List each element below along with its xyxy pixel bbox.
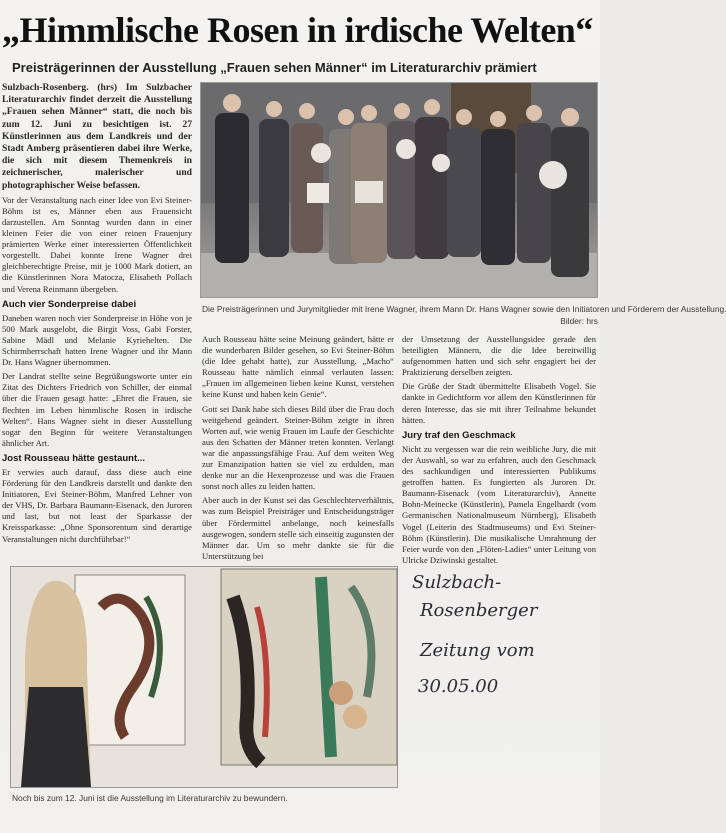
group-photo-caption: Die Preisträgerinnen und Jurymitglieder mit Irene Wagner, ihrem Mann Dr. Hans Wagner sowie den Initiatoren und Förderern der Ausstellung.	[202, 304, 726, 314]
paragraph: Vor der Veranstaltung nach einer Idee von Evi Steiner-Böhm ist es, Männer eben aus Frauensicht darzustellen. Am Sonntag wurden dann in einer kleinen Feier die von einer reinen Frauenjury prämierten Werke einer interessierten Öffentlichkeit vorgestellt. Dabei konnte Irene Wagner drei gleichberechtigte Preise, mit je 1000 Mark dotiert, an die Künstlerinnen Nora Matocza, Elisabeth Pollach und Verena Reinmann übergeben.	[2, 194, 192, 294]
handwritten-line: Sulzbach-	[412, 572, 502, 593]
paragraph: der Umsetzung der Ausstellungsidee gerade den beteiligten Männern, die die Idee bereitwillig aufgenommen hatten und sich sehr engagiert bei der Praktizierung derselben zeigten.	[402, 334, 596, 378]
group-photo-figures	[201, 83, 597, 297]
paragraph: Nicht zu vergessen war die rein weibliche Jury, die mit der Auswahl, so war zu erfahren, auch den Geschmack des sachkundigen und interessierten Publikums getroffen hatten. Es fungierten als Juroren Dr. Baumann-Eisenack (vom Literaturarchiv), Annette Bohn-Meinecke (Künstlerin), Pamela Engelhardt (vom Germanischen Nationalmuseum Nürnberg), Elisabeth Vogel (Leiterin des Stadtmuseums) und Evi Steiner-Böhm (Künstlerin). Die musikalische Umrahmung der Feier wurde von den „Flöten-Ladies“ unter Leitung von Ulricke Dziwinski gestaltet.	[402, 443, 596, 565]
lead-paragraph: Sulzbach-Rosenberg. (hrs) Im Sulzbacher Literaturarchiv findet derzeit die Ausstellung „Frauen sehen Männer“ statt, die noch bis zum 12. Juni zu besichtigen ist. 27 Künstlerinnen aus dem Landkreis und der Stadt Amberg präsentieren dabei ihre Werke, die sich mit diesem Themenkreis in zeichnerischer, malerischer und photographischer Weise befassen.	[2, 82, 192, 191]
artwork-photo-scene	[11, 567, 397, 787]
paragraph: Gott sei Dank habe sich dieses Bild über die Frau doch weitgehend geändert. Steiner-Böhm zeigte in ihren Worten auf, wie wenig Frauen im Laufe der Geschichte aus den Schatten der Männer treten konnten. Verlangt war die anpassungsfähige Frau. Auf dem weiten Weg zur Emanzipation hatten sie viel zu erdulden, man denke nur an die Hexenprozesse und was die Frauen sonst noch alles zu leiden hatten.	[202, 403, 394, 492]
photo-credit: Bilder: hrs	[560, 316, 598, 326]
artwork-photo	[10, 566, 398, 788]
paragraph: Aber auch in der Kunst sei das Geschlechterverhältnis, was zum Beispiel Preisträger und Entscheidungsträger über Fördermittel anbelange, noch keinesfalls ausgewogen, sondern stelle sich einseitig zugunsten der Männer dar. Um so mehr dankte sie für die Unterstützung bei	[202, 495, 394, 561]
article-column-3	[402, 334, 596, 565]
subheadline: Preisträgerinnen der Ausstellung „Frauen sehen Männer“ im Literaturarchiv prämiert	[12, 60, 537, 75]
handwritten-line: Rosenberger	[420, 600, 538, 621]
section-heading: Jury traf den Geschmack	[402, 429, 516, 441]
paragraph: Er verwies auch darauf, dass diese auch eine Förderung für den Landkreis darstellt und dankte den Initiatoren, Evi Steiner-Böhm, Manfred Lehner von der VHS, Dr. Barbara Baumann-Eisenack, den Juroren und last, but not least der Sparkasse der Kreissparkasse: „Ohne Sponsorentum sind derartige Veranstaltungen nicht durchführbar!“	[2, 466, 192, 544]
section-heading: Jost Rousseau hätte gestaunt...	[2, 452, 146, 464]
paragraph: Daneben waren noch vier Sonderpreise in Höhe von je 500 Mark ausgelobt, die Birgit Voss, Gabi Forster, Sabine Mädl und Melanie Kyriehelten. Die Schirmherrschaft hatten Irene Wagner und ihr Mann Dr. Hans Wagner übernommen.	[2, 312, 192, 368]
article-column-2	[202, 334, 394, 560]
artwork-photo-caption: Noch bis zum 12. Juni ist die Ausstellung im Literaturarchiv zu bewundern.	[12, 793, 288, 803]
article-column-1	[2, 82, 192, 560]
handwritten-line: Zeitung vom	[420, 640, 535, 661]
section-heading: Auch vier Sonderpreise dabei	[2, 298, 137, 310]
group-photo	[200, 82, 598, 298]
headline: „Himmlische Rosen in irdische Welten“	[2, 10, 593, 50]
paragraph: Die Grüße der Stadt übermittelte Elisabeth Vogel. Sie dankte in Gedichtform vor allem den Künstlerinnen für deren Interesse, das sie mit ihrer Teilnahme bekundet hätten.	[402, 381, 596, 425]
paragraph: Auch Rousseau hätte seine Meinung geändert, hätte er die wunderbaren Bilder gesehen, so Evi Steiner-Böhm (die Idee gehabt hatte), zur Ausstellung. „Macho“ Rousseau hatte nämlich einmal verlauten lassen: „Frauen im allgemeinen lieben keine Kunst, verstehen keine Kunst und haben kein Genie“.	[202, 334, 394, 400]
handwritten-line: 30.05.00	[418, 676, 499, 697]
paragraph: Der Landrat stellte seine Begrüßungsworte unter ein Zitat des Dichters Friedrich von Schiller, der einmal über die Frauen gesagt hatte: „Ehret die Frauen, sie flechten im Leben himmlische Rosen in irdische Welten“. Hans Wagner sieht in dieser Ausstellung sogar den Beginn für weitere Veranstaltungen ähnlicher Art.	[2, 371, 192, 448]
